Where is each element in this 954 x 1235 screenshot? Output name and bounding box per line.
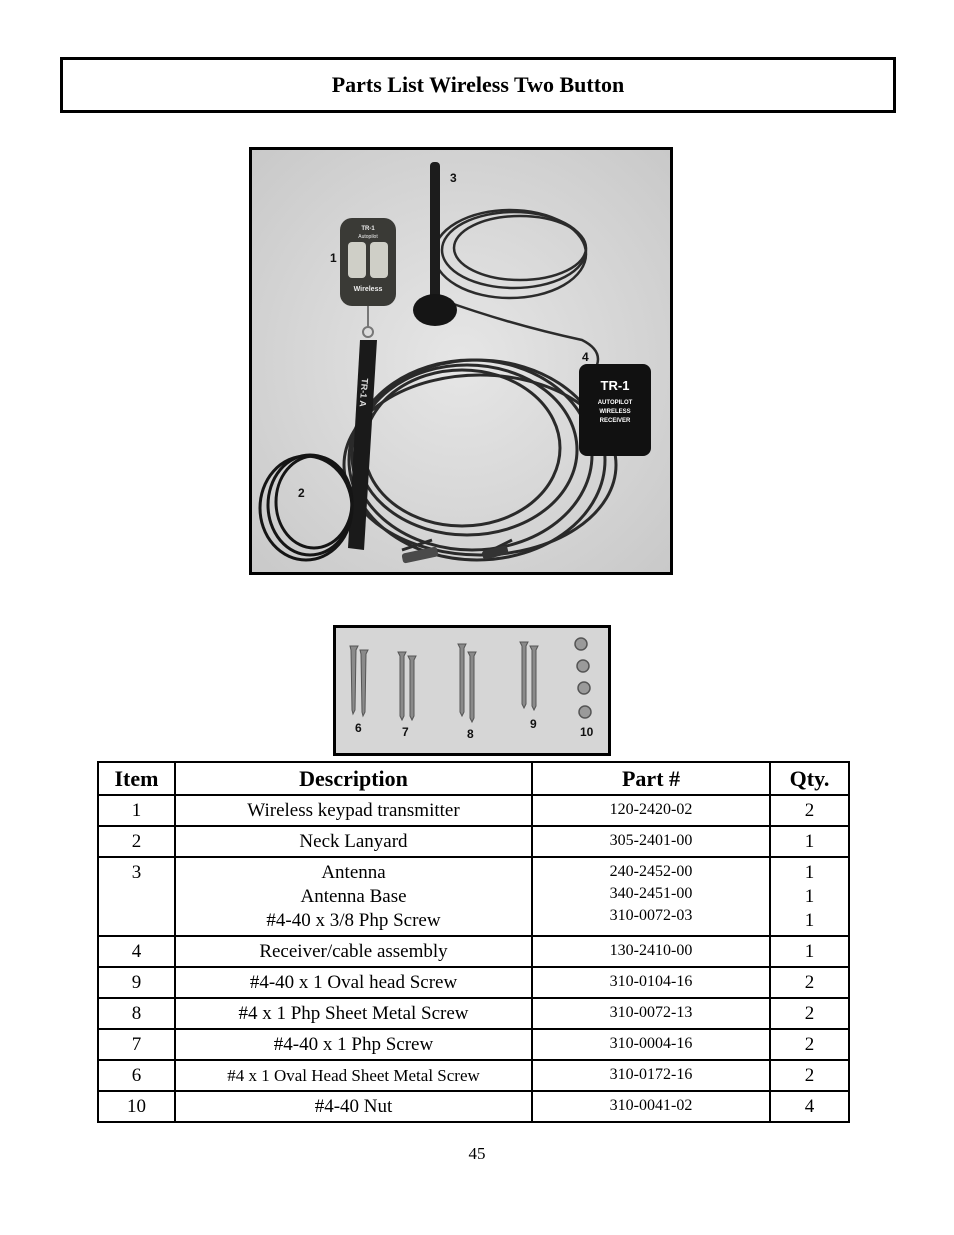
cell-qty: 1: [770, 936, 849, 967]
cell-part-number: 310-0041-02: [532, 1091, 770, 1122]
header-description: Description: [175, 762, 532, 795]
cell-item: 7: [98, 1029, 175, 1060]
keypad-label-autopilot: Autopilot: [358, 234, 378, 240]
cell-description: [175, 857, 532, 936]
parts-table: [97, 761, 850, 1123]
cell-item: 9: [98, 967, 175, 998]
callout-7: 7: [402, 725, 409, 739]
cell-description: #4-40 Nut: [175, 1091, 532, 1122]
header-qty: Qty.: [770, 762, 849, 795]
cell-item: 2: [98, 826, 175, 857]
cell-item: 10: [98, 1091, 175, 1122]
table-row: [98, 998, 849, 1029]
table-header-row: [98, 762, 849, 795]
callout-3: 3: [450, 171, 457, 185]
description-line: #4-40 x 3/8 Php Screw: [266, 910, 441, 931]
parts-photo-illustration: [252, 150, 670, 572]
callout-2: 2: [298, 486, 305, 500]
callout-10: 10: [580, 725, 594, 739]
cell-item: 6: [98, 1060, 175, 1091]
keypad-label-model: TR-1: [361, 226, 375, 232]
parts-photo: [249, 147, 673, 575]
cell-description: Wireless keypad transmitter: [175, 795, 532, 826]
callout-1: 1: [330, 251, 337, 265]
cell-part-number: 120-2420-02: [532, 795, 770, 826]
page-title: Parts List Wireless Two Button: [331, 72, 625, 97]
cell-part-number: 305-2401-00: [532, 826, 770, 857]
screws-photo: [333, 625, 611, 756]
cell-qty: 4: [770, 1091, 849, 1122]
cell-description: Receiver/cable assembly: [175, 936, 532, 967]
callout-8: 8: [467, 727, 474, 741]
cell-part-number: 310-0172-16: [532, 1060, 770, 1091]
cell-description: #4 x 1 Oval Head Sheet Metal Screw: [175, 1060, 532, 1091]
cell-item: 8: [98, 998, 175, 1029]
cell-qty: 2: [770, 1029, 849, 1060]
part-number-line: 340-2451-00: [609, 885, 693, 902]
table-row: [98, 1029, 849, 1060]
part-number-line: 240-2452-00: [609, 863, 693, 880]
cell-part-number: 310-0072-13: [532, 998, 770, 1029]
cell-part-number: 310-0104-16: [532, 967, 770, 998]
table-row: [98, 1091, 849, 1122]
screws-photo-illustration: [336, 628, 608, 753]
receiver-label-line3: WIRELESS: [599, 409, 631, 415]
cell-part-number: 310-0004-16: [532, 1029, 770, 1060]
callout-4: 4: [582, 350, 589, 364]
cell-qty: [770, 857, 849, 936]
table-row: [98, 967, 849, 998]
receiver-box: [579, 364, 651, 456]
cell-description: Neck Lanyard: [175, 826, 532, 857]
description-line: Antenna Base: [300, 886, 407, 907]
page-number: 45: [468, 1144, 486, 1163]
cell-part-number: [532, 857, 770, 936]
receiver-label-model: TR-1: [600, 378, 630, 393]
table-row: [98, 857, 849, 936]
cell-description: #4 x 1 Php Sheet Metal Screw: [175, 998, 532, 1029]
part-number-line: 310-0072-03: [609, 907, 693, 924]
cell-description: #4-40 x 1 Oval head Screw: [175, 967, 532, 998]
header-item: Item: [98, 762, 175, 795]
cell-item: 4: [98, 936, 175, 967]
callout-9: 9: [530, 717, 537, 731]
cell-qty: 2: [770, 998, 849, 1029]
cell-qty: 1: [770, 826, 849, 857]
keypad-label-wireless: Wireless: [353, 286, 383, 293]
header-part-number: Part #: [532, 762, 770, 795]
receiver-label-line2: AUTOPILOT: [597, 400, 633, 406]
table-row: [98, 1060, 849, 1091]
table-row: [98, 795, 849, 826]
description-line: Antenna: [321, 862, 386, 883]
title-box: [60, 57, 896, 113]
qty-line: 1: [804, 886, 815, 907]
receiver-label-line4: RECEIVER: [599, 418, 631, 424]
cell-qty: 2: [770, 1060, 849, 1091]
cell-description: #4-40 x 1 Php Screw: [175, 1029, 532, 1060]
qty-line: 1: [804, 910, 815, 931]
cell-item: 1: [98, 795, 175, 826]
cell-item: 3: [98, 857, 175, 936]
cell-part-number: 130-2410-00: [532, 936, 770, 967]
lanyard-text: TR-1 A: [357, 377, 370, 408]
cell-qty: 2: [770, 795, 849, 826]
qty-line: 1: [804, 862, 815, 883]
cell-qty: 2: [770, 967, 849, 998]
callout-6: 6: [355, 721, 362, 735]
table-row: [98, 936, 849, 967]
table-row: [98, 826, 849, 857]
